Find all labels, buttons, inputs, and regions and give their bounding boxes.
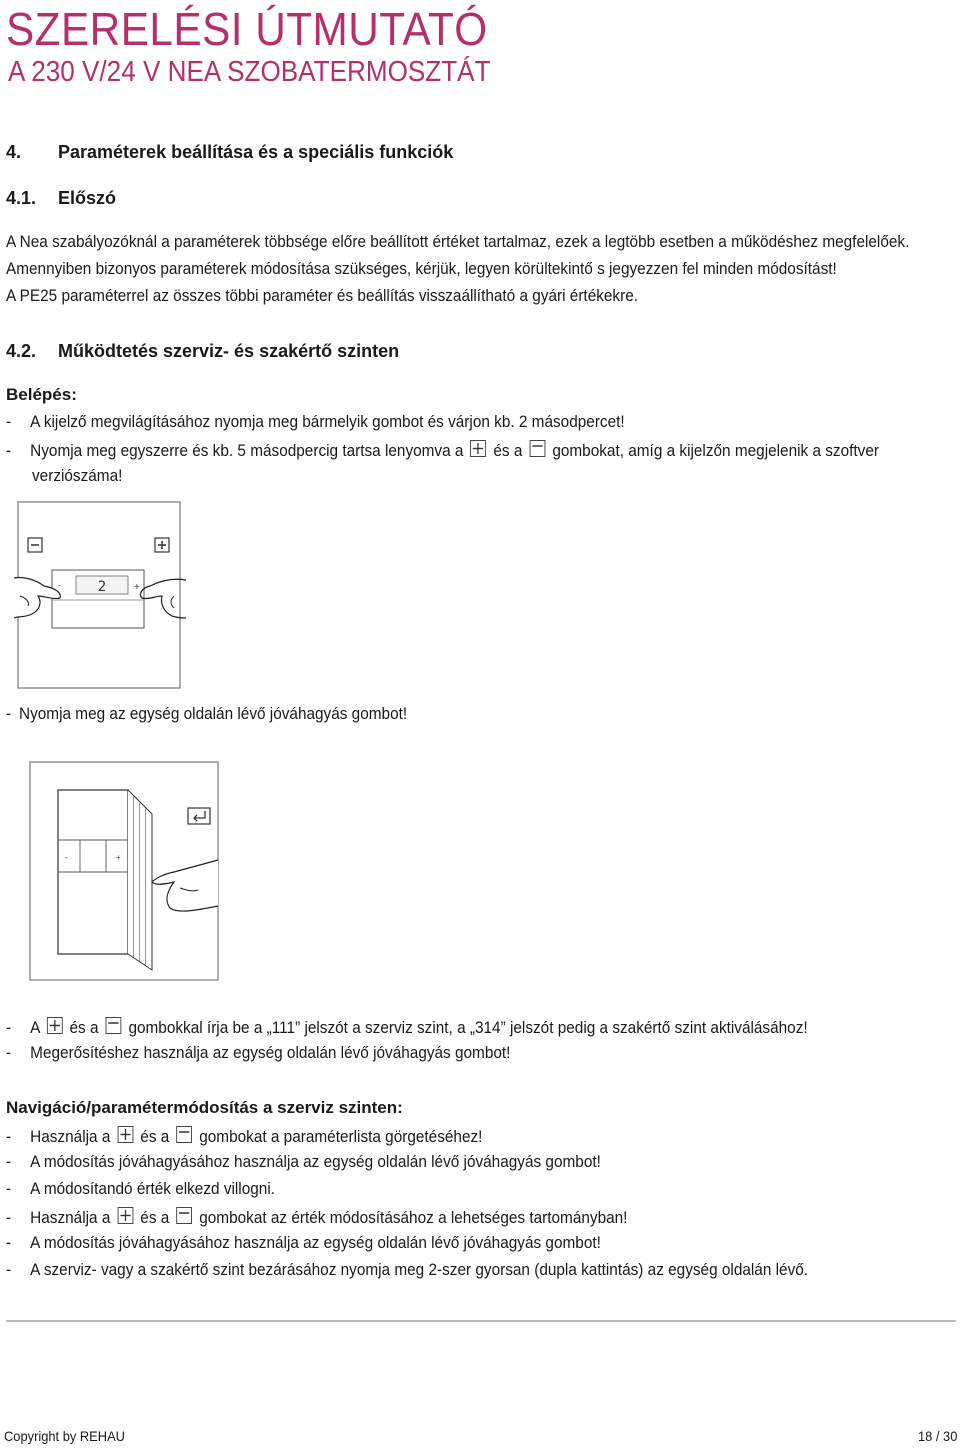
plus-key-icon bbox=[47, 1017, 63, 1034]
list-item: - Használja a és a gombokat az érték módosításához a lehetséges tartományban! bbox=[6, 1209, 628, 1227]
section-4-2-heading bbox=[6, 341, 399, 362]
section-title: Működtetés szerviz- és szakértő szinten bbox=[58, 341, 400, 361]
list-item: - A módosítás jóváhagyásához használja az egység oldalán lévő jóváhagyás gombot! bbox=[6, 1153, 601, 1171]
svg-text:+: + bbox=[116, 853, 121, 862]
thermostat-side-figure bbox=[28, 760, 220, 982]
footer-divider bbox=[6, 1320, 956, 1322]
svg-text:-: - bbox=[65, 853, 68, 862]
minus-key-icon bbox=[176, 1126, 192, 1143]
list-item: - A kijelző megvilágításához nyomja meg bármelyik gombot és várjon kb. 2 másodpercet! bbox=[6, 413, 625, 431]
minus-key-icon bbox=[529, 440, 545, 457]
minus-key-icon bbox=[176, 1207, 192, 1224]
section-number: 4.2. bbox=[6, 341, 37, 361]
list-item: - Használja a és a gombokat a paraméterlista görgetéséhez! bbox=[6, 1128, 483, 1146]
entry-label: Belépés: bbox=[6, 385, 77, 404]
list-item: - A szerviz- vagy a szakértő szint bezárásához nyomja meg 2-szer gyorsan (dupla kattintás) az egység oldalán lévő. bbox=[6, 1261, 809, 1279]
thermostat-front-figure bbox=[14, 500, 186, 692]
minus-key-icon bbox=[106, 1017, 122, 1034]
plus-key-icon bbox=[117, 1126, 133, 1143]
enter-key-icon bbox=[188, 808, 210, 824]
list-item: - Nyomja meg egyszerre és kb. 5 másodpercig tartsa lenyomva a és a gombokat, amíg a kijelzőn megjelenik a szoftver bbox=[6, 442, 879, 460]
section-4-1-heading bbox=[6, 188, 116, 209]
list-item: - Megerősítéshez használja az egység oldalán lévő jóváhagyás gombot! bbox=[6, 1044, 511, 1062]
list-item: - Nyomja meg az egység oldalán lévő jóváhagyás gombot! bbox=[6, 705, 408, 723]
intro-line-2: Amennyiben bizonyos paraméterek módosítása szükséges, kérjük, legyen körültekintő s jegyezzen fel minden módosítást! bbox=[6, 260, 837, 278]
list-item: - A módosítás jóváhagyásához használja az egység oldalán lévő jóváhagyás gombot! bbox=[6, 1234, 601, 1252]
intro-line-3: A PE25 paraméterrel az összes többi paraméter és beállítás visszaállítható a gyári értékekre. bbox=[6, 287, 639, 305]
list-item-continuation: verziószáma! bbox=[32, 467, 123, 485]
document-title: SZERELÉSI ÚTMUTATÓ bbox=[6, 3, 488, 55]
svg-text:-: - bbox=[58, 580, 61, 590]
footer-page-number: 18 / 30 bbox=[918, 1428, 958, 1444]
footer-copyright: Copyright by REHAU bbox=[4, 1428, 125, 1444]
section-number: 4.1. bbox=[6, 188, 37, 208]
section-title: Paraméterek beállítása és a speciális funkciók bbox=[58, 142, 454, 162]
intro-line-1: A Nea szabályozóknál a paraméterek többsége előre beállított értéket tartalmaz, ezek a legtöbb esetben a működéshez megfelelőek. bbox=[6, 233, 910, 251]
section-title: Előszó bbox=[58, 188, 117, 208]
list-item: - A módosítandó érték elkezd villogni. bbox=[6, 1180, 276, 1198]
document-subtitle: A 230 V/24 V NEA SZOBATERMOSZTÁT bbox=[8, 56, 491, 88]
list-item: - A és a gombokkal írja be a „111” jelszót a szerviz szint, a „314” jelszót pedig a szakértő szint aktiválásához! bbox=[6, 1019, 808, 1037]
section-4-heading bbox=[6, 142, 453, 163]
plus-key-icon bbox=[117, 1207, 133, 1224]
section-number: 4. bbox=[6, 142, 22, 162]
display-digit: 2 bbox=[97, 579, 107, 595]
plus-key-icon bbox=[471, 440, 487, 457]
svg-text:+: + bbox=[134, 582, 140, 593]
navigation-heading: Navigáció/paramétermódosítás a szerviz szinten: bbox=[6, 1098, 403, 1117]
